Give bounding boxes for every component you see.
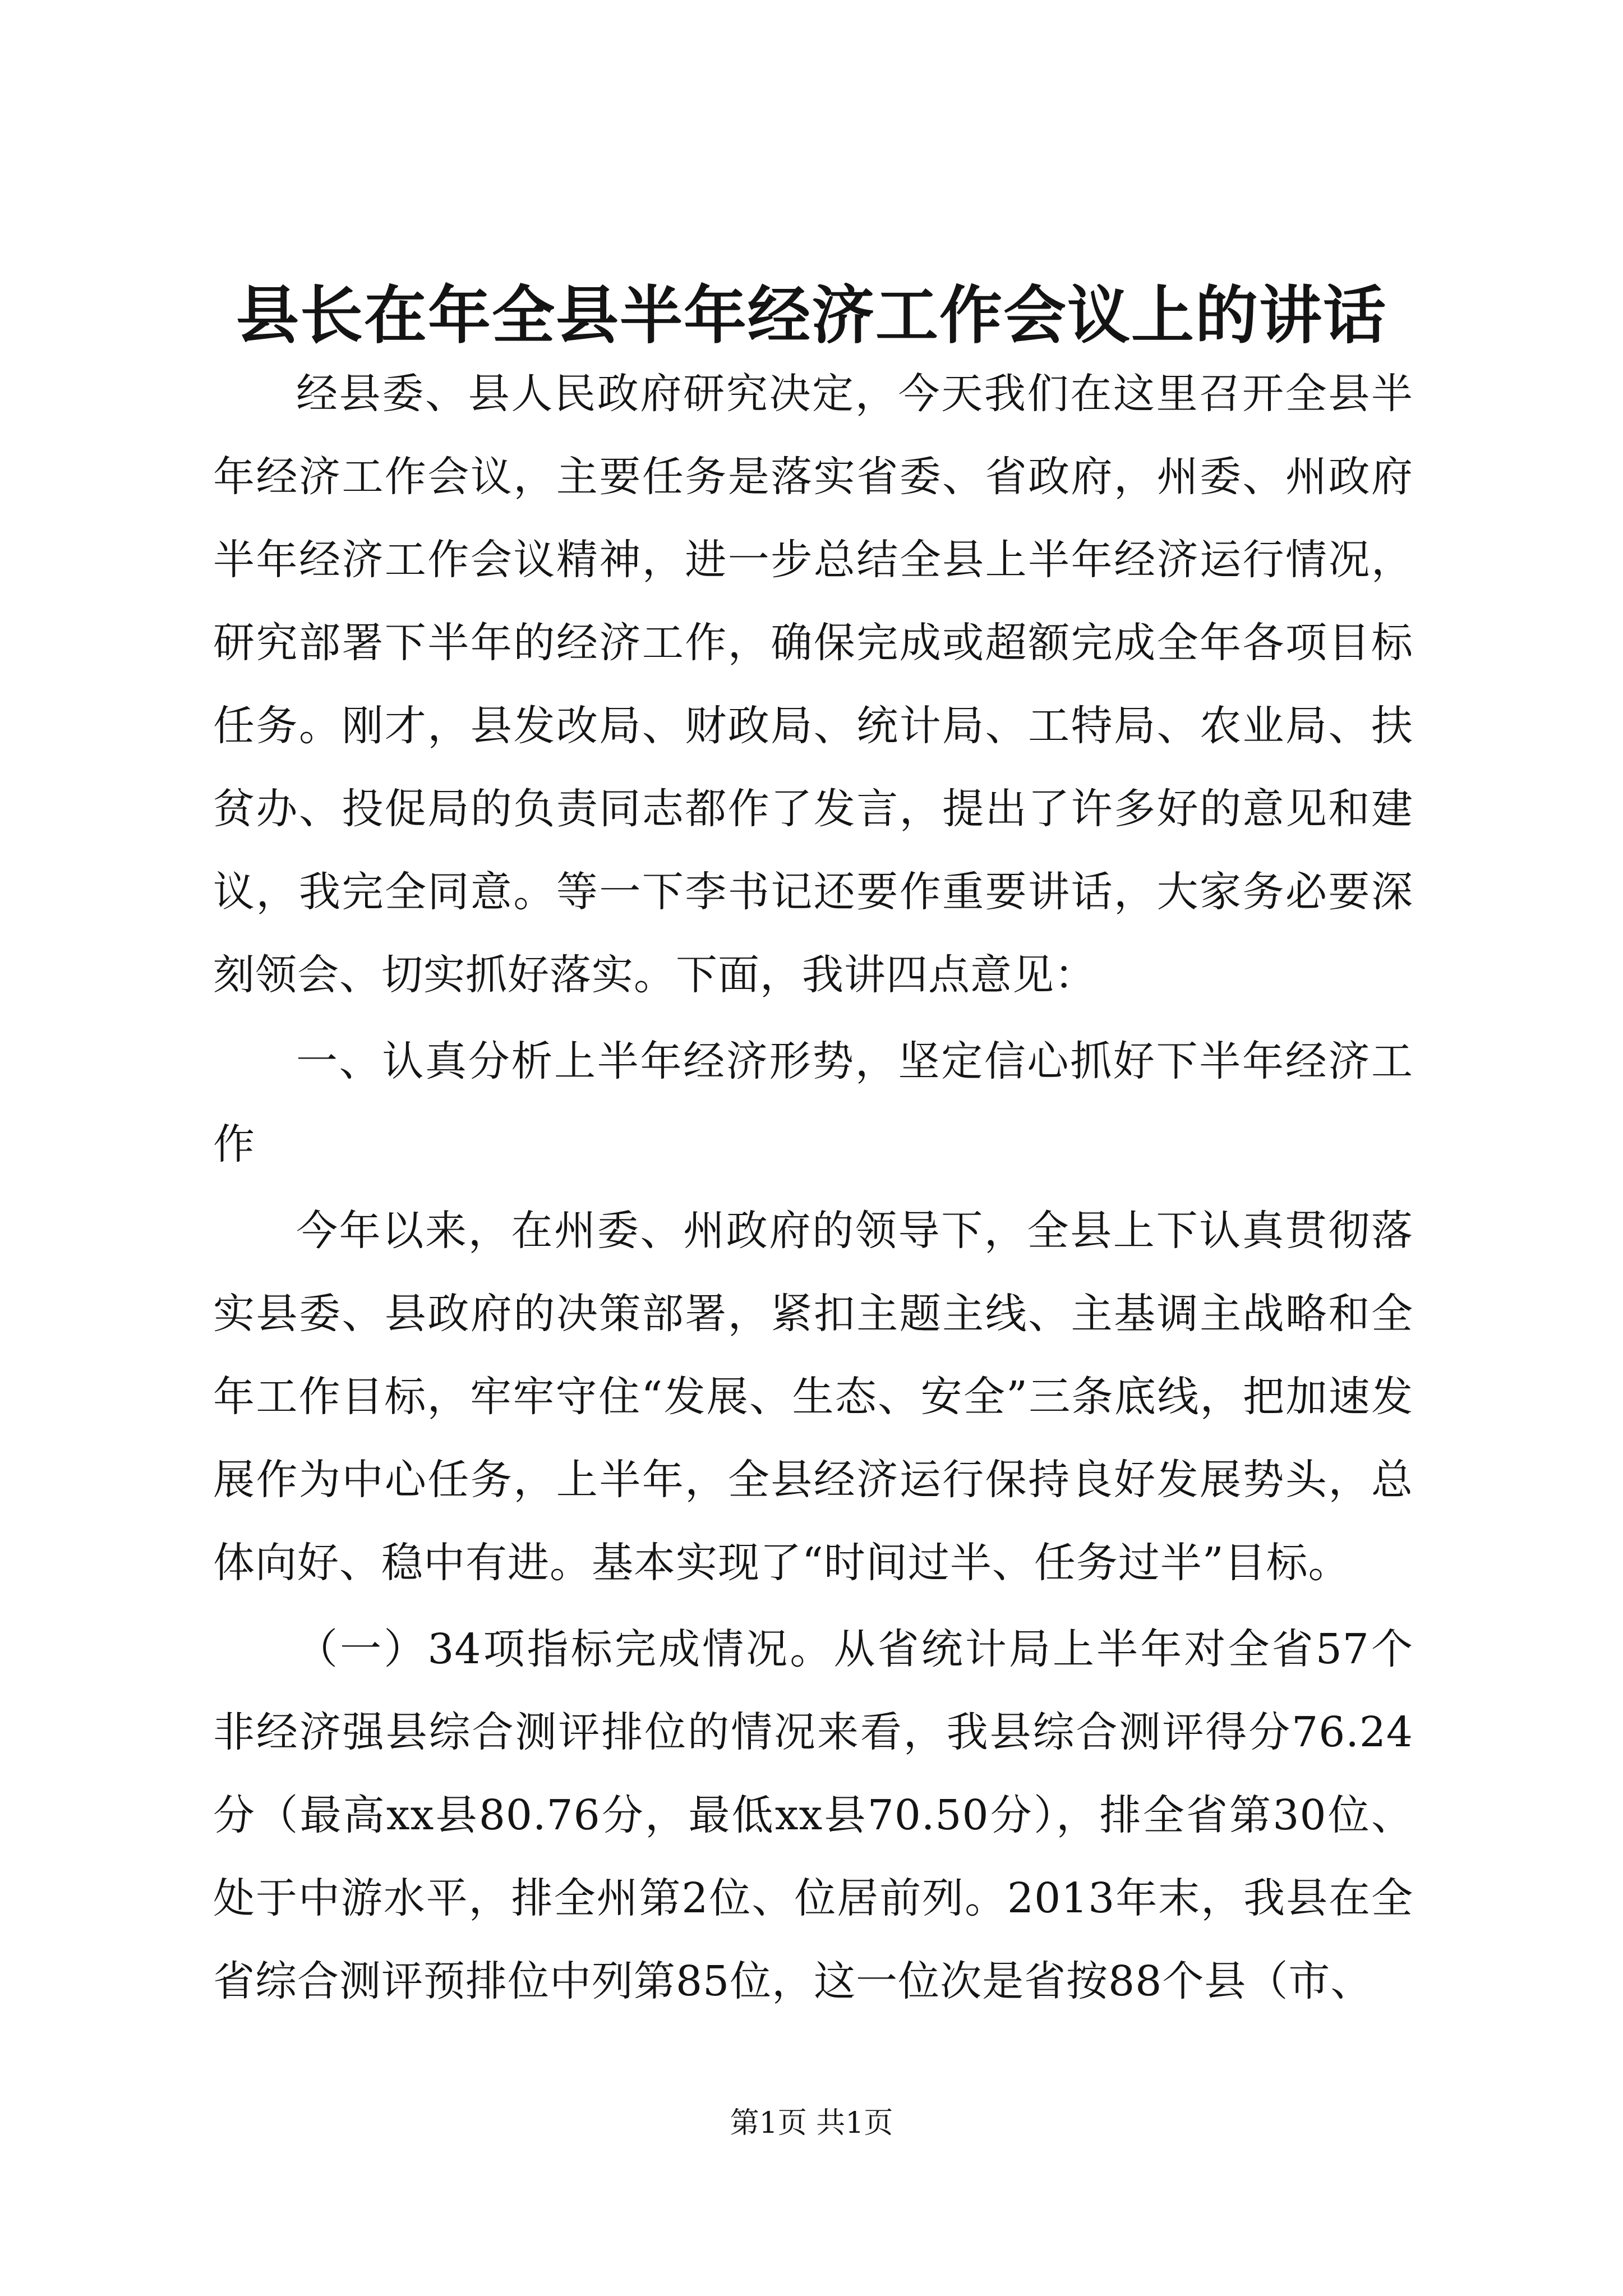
page-footer: 第1页 共1页 [730,2106,893,2140]
document-title: 县长在年全县半年经济工作会议上的讲话 [236,279,1387,352]
document-body [213,352,1413,2023]
section-heading-1: 一、认真分析上半年经济形势，坚定信心抓好下半年经济工作 [213,1037,1413,1168]
paragraph-indicators: （一）34项指标完成情况。从省统计局上半年对全省57个非经济强县综合测评排位的情况来看，我县综合测评得分76.24分（最高xx县80.76分，最低xx县70.50分），排全省第30位、处于中游水平，排全州第2位、位居前列。2013年末，我县在全省综合测评预排位中列第85位，这一位次是省按88个县（市、 [213,1625,1413,2005]
paragraph-overview: 今年以来，在州委、州政府的领导下，全县上下认真贯彻落实县委、县政府的决策部署，紧扣主题主线、主基调主战略和全年工作目标，牢牢守住“发展、生态、安全”三条底线，把加速发展作为中心任务，上半年，全县经济运行保持良好发展势头，总体向好、稳中有进。基本实现了“时间过半、任务过半”目标。 [213,1207,1413,1587]
paragraph-intro: 经县委、县人民政府研究决定，今天我们在这里召开全县半年经济工作会议，主要任务是落实省委、省政府，州委、州政府半年经济工作会议精神，进一步总结全县上半年经济运行情况，研究部署下半年的经济工作，确保完成或超额完成全年各项目标任务。刚才，县发改局、财政局、统计局、工特局、农业局、扶贫办、投促局的负责同志都作了发言，提出了许多好的意见和建议，我完全同意。等一下李书记还要作重要讲话，大家务必要深刻领会、切实抓好落实。下面，我讲四点意见： [213,370,1413,999]
